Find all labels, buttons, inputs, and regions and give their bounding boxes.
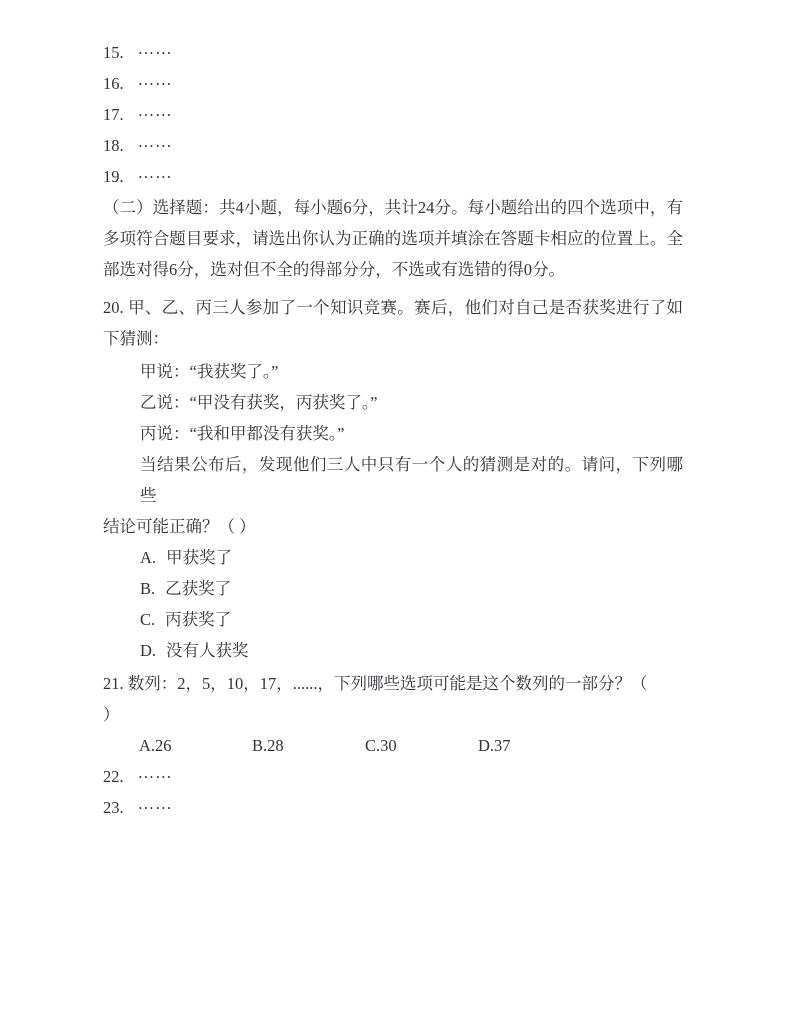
option-b <box>103 573 683 604</box>
option-b-text: 28 <box>267 736 284 755</box>
question-20-statements <box>103 356 683 449</box>
conclusion-line: 结论可能正确？（ ） <box>103 517 256 536</box>
question-20-stem <box>103 292 683 354</box>
option-d-label: D. <box>478 736 495 755</box>
ellipsis-placeholder: …… <box>137 163 173 182</box>
question-number: 17. <box>103 105 124 124</box>
question-item-18 <box>103 130 683 161</box>
stem-line: 21. 数列：2，5，10，17，......，下列哪些选项可能是这个数列的一部分？（ <box>103 674 648 693</box>
statement-jia: 甲说：“我获奖了。” <box>140 362 279 381</box>
option-c-text: 丙获奖了 <box>165 610 232 629</box>
question-item-19 <box>103 161 683 192</box>
question-item-22 <box>103 761 683 792</box>
question-number: 22. <box>103 767 124 786</box>
instructions-line: （二）选择题：共4小题，每小题6分，共计24分。每小题给出的四个选项中，有 <box>103 198 683 217</box>
option-b <box>252 730 365 761</box>
question-number: 23. <box>103 798 124 817</box>
section-instructions <box>103 192 683 285</box>
option-d-text: 没有人获奖 <box>166 641 249 660</box>
option-c <box>103 604 683 635</box>
option-c-label: C. <box>365 736 381 755</box>
statement-bing: 丙说：“我和甲都没有获奖。” <box>140 424 345 443</box>
question-item-15 <box>103 37 683 68</box>
ellipsis-placeholder: …… <box>137 39 173 58</box>
question-20 <box>103 292 683 666</box>
instructions-line: 部选对得6分，选对但不全的得部分分，不选或有选错的得0分。 <box>103 260 565 279</box>
option-d-text: 37 <box>494 736 511 755</box>
option-c <box>365 730 478 761</box>
option-c-text: 30 <box>380 736 397 755</box>
question-number: 16. <box>103 74 124 93</box>
ellipsis-placeholder: …… <box>137 794 173 813</box>
option-b-label: B. <box>140 579 156 598</box>
stem-line: ） <box>103 705 120 724</box>
option-a <box>139 730 252 761</box>
question-20-options <box>103 542 683 666</box>
statement-yi: 乙说：“甲没有获奖，丙获奖了。” <box>140 393 378 412</box>
question-item-16 <box>103 68 683 99</box>
option-c-label: C. <box>140 610 156 629</box>
option-d-label: D. <box>140 641 157 660</box>
option-a-text: 26 <box>155 736 172 755</box>
option-d <box>478 730 511 761</box>
option-a-text: 甲获奖了 <box>166 548 233 567</box>
option-a-label: A. <box>139 736 156 755</box>
stem-line: 20. 甲、乙、丙三人参加了一个知识竞赛。赛后，他们对自己是否获奖进行了如 <box>103 298 683 317</box>
ellipsis-placeholder: …… <box>137 763 173 782</box>
ellipsis-placeholder: …… <box>137 132 173 151</box>
question-item-23 <box>103 792 683 823</box>
option-a-label: A. <box>140 548 157 567</box>
option-b-label: B. <box>252 736 268 755</box>
question-21 <box>103 668 683 761</box>
ellipsis-placeholder: …… <box>137 101 173 120</box>
question-20-conclusion <box>103 449 683 542</box>
question-item-17 <box>103 99 683 130</box>
option-b-text: 乙获奖了 <box>165 579 232 598</box>
question-number: 15. <box>103 43 124 62</box>
option-a <box>103 542 683 573</box>
stem-line: 下猜测： <box>103 329 169 348</box>
instructions-line: 多项符合题目要求，请选出你认为正确的选项并填涂在答题卡相应的位置上。全 <box>103 229 683 248</box>
question-21-options <box>103 730 683 761</box>
question-number: 19. <box>103 167 124 186</box>
conclusion-line: 当结果公布后，发现他们三人中只有一个人的猜测是对的。请问，下列哪些 <box>140 455 683 505</box>
ellipsis-placeholder: …… <box>137 70 173 89</box>
option-d <box>103 635 683 666</box>
question-number: 18. <box>103 136 124 155</box>
